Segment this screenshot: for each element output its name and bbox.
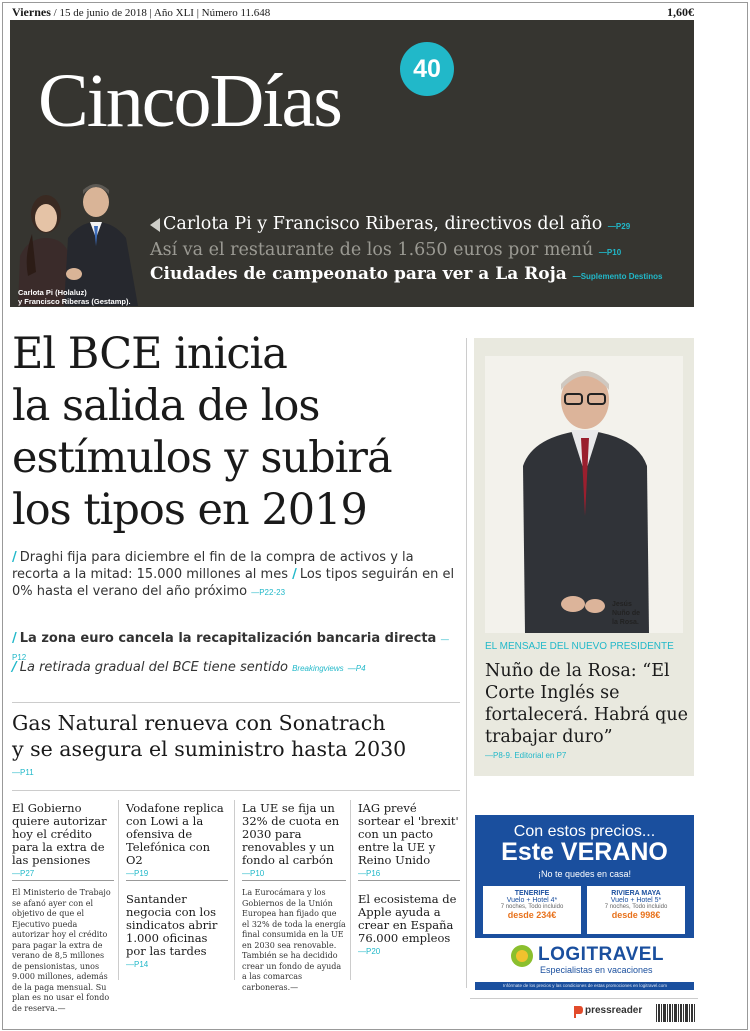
ad-tagline-top: Con estos precios... [513,823,656,840]
lead-headline[interactable]: El BCE inicia la salida de los estímulos y subirá los tipos en 2019 [12,329,392,535]
ad-subtitle: ¡No te quedes en casa! [537,869,632,879]
ad-brand-tagline: Especialistas en vacaciones [540,965,653,975]
newspaper-logo: CincoDías [38,59,341,143]
ad-fine-print: Infórmate de los precios y las condiciones de estas promociones en logitravel.com [502,983,668,988]
teaser-ciudades[interactable]: Ciudades de campeonato para ver a La Roja —Suplemento Destinos [150,264,663,284]
ad-title: Este VERANO [501,838,668,866]
brief-divider-1 [118,800,119,980]
brief-divider-2 [234,800,235,980]
brief-apple[interactable]: El ecosistema de Apple ayuda a crear en España 76.000 empleos —P20 [358,892,457,956]
portrait-caption: Jesús Nuño de la Rosa. [612,601,640,626]
briefs-divider [12,790,460,791]
anniversary-badge: 40 [400,42,454,96]
brief-pensiones[interactable]: El Gobierno quiere autorizar hoy el crédito para la extra de las pensiones —P27 [12,801,107,878]
ad-offer-riviera-maya[interactable]: RIVIERA MAYA Vuelo + Hotel 5* 7 noches, Todo incluido desde 998€ [587,886,685,934]
president-portrait [485,356,683,633]
logitravel-logo-icon [510,944,534,968]
interview-kicker: EL MENSAJE DEL NUEVO PRESIDENTE [485,641,674,652]
teaser-directivos[interactable]: Carlota Pi y Francisco Riberas, directivos del año —P29 [150,214,630,234]
lead-subhead: / Draghi fija para diciembre el fin de la compra de activos y la recorta a la mitad: 15.000 millones al mes / Los tipos seguirán en el 0% hasta el verano del año próximo —P22-23 [12,550,455,599]
interview-headline[interactable]: Nuño de la Rosa: “El Corte Inglés se fortalecerá. Habrá que trabajar duro” [485,661,688,747]
directors-photo [10,176,148,306]
brief-renovables-body: La Eurocámara y los Gobiernos de la Unión Europea han fijado que el 32% de toda la energía final consumida en la UE en 2030 sea renovable. También se ha decidido crear un fondo de ayuda a las comarcas carboneras.— [242,888,346,992]
section-divider [12,702,460,703]
gas-natural-headline[interactable]: Gas Natural renueva con Sonatrach y se asegura el suministro hasta 2030 [12,711,407,761]
brief-rule-3 [242,880,346,881]
date-bar: Viernes / 15 de junio de 2018 | Año XLI | Número 11.648 1,60€ [12,5,694,19]
issue-day: Viernes [12,5,51,19]
brief-pensiones-body: El Ministerio de Trabajo se afanó ayer con el objetivo de que el Ejecutivo pueda autorizar hoy el crédito para pagar la extra de verano de 8,5 millones de pensionistas, unos 9.000 millones, además de la paga mensual. Su plan es no usar el fondo de reserva.— [12,888,111,1013]
column-divider [466,338,467,988]
ad-brand: LOGITRAVEL [538,944,665,965]
lead-related-2[interactable]: / La retirada gradual del BCE tiene sentido Breakingviews —P4 [12,660,366,675]
brief-rule-1 [12,880,114,881]
gas-natural-ref: —P11 [12,768,34,777]
brief-santander[interactable]: Santander negocia con los sindicatos abrir 1.000 oficinas por las tardes —P14 [126,892,218,969]
directors-photo-caption: Carlota Pi (Holaluz) y Francisco Riberas (Gestamp). [18,288,131,306]
teaser-restaurante[interactable]: Así va el restaurante de los 1.650 euros por menú —P10 [150,240,622,260]
issue-price: 1,60€ [667,5,694,19]
brief-divider-3 [350,800,351,980]
footer-divider [470,998,698,999]
issue-details: 15 de junio de 2018 | Año XLI | Número 11.648 [59,7,271,19]
brief-renovables[interactable]: La UE se fija un 32% de cuota en 2030 para renovables y un fondo al carbón —P10 [242,801,340,878]
brief-rule-2 [126,880,228,881]
pressreader-label: pressreader [585,1005,643,1016]
pressreader-icon [573,1006,583,1018]
brief-rule-4 [358,880,460,881]
lead-related-1[interactable]: / La zona euro cancela la recapitalización bancaria directa —P12 [12,631,449,662]
arrow-left-icon [150,218,160,232]
interview-ref: —P8-9. Editorial en P7 [485,751,567,760]
brief-iag[interactable]: IAG prevé sortear el 'brexit' con un pacto entre la UE y Reino Unido —P16 [358,801,459,878]
barcode-icon [656,1004,696,1022]
brief-vodafone[interactable]: Vodafone replica con Lowi a la ofensiva de Telefónica con O2 —P19 [126,801,224,878]
ad-offer-tenerife[interactable]: TENERIFE Vuelo + Hotel 4* 7 noches, Todo incluido desde 234€ [483,886,581,934]
